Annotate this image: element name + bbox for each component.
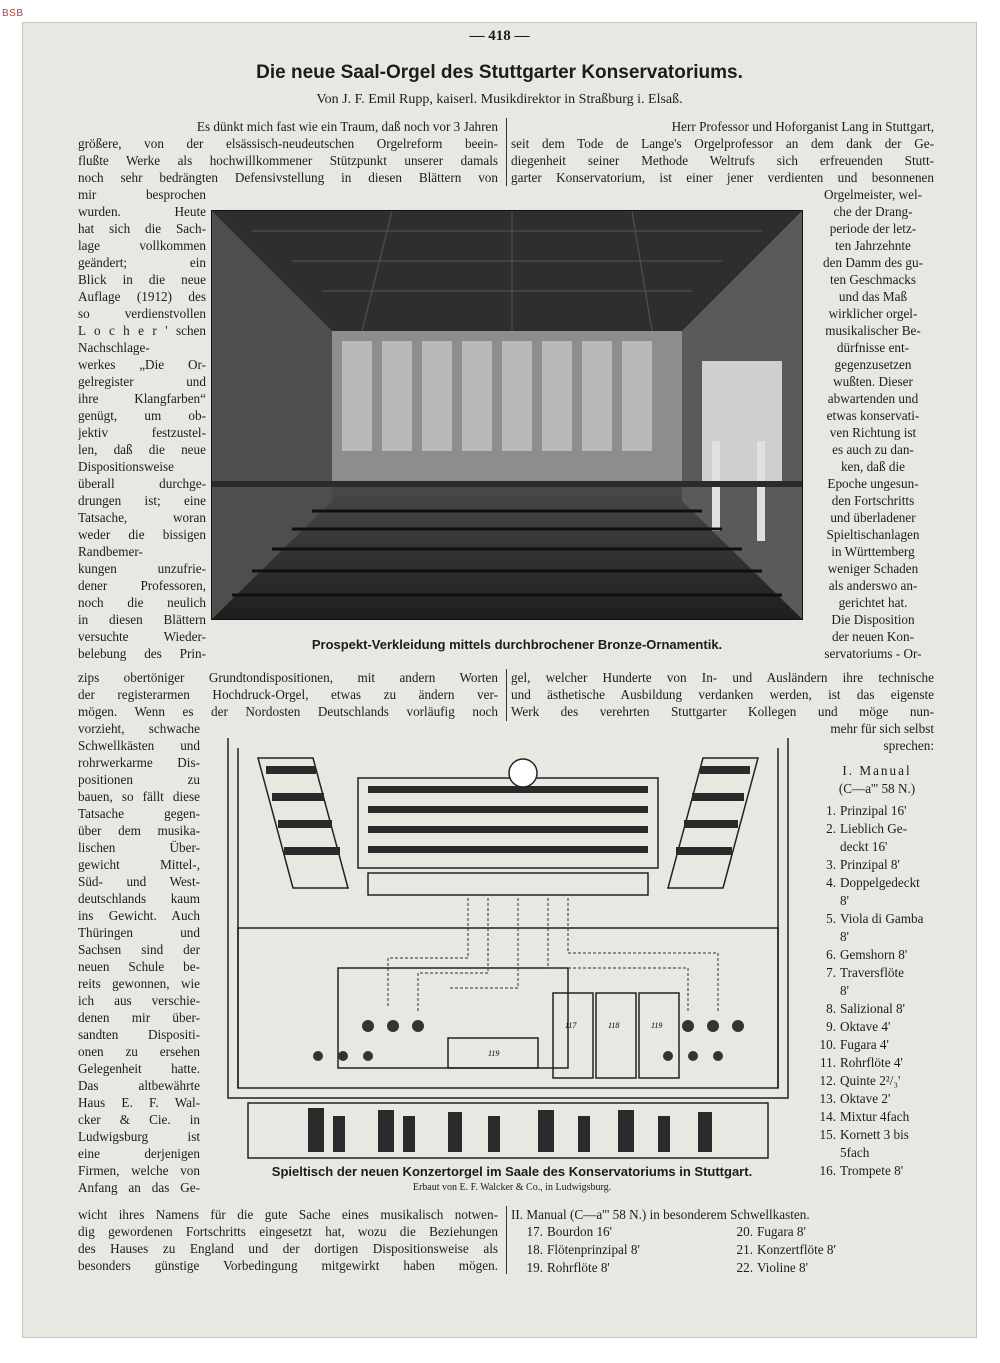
- stop-name: Rohrflöte 8': [547, 1260, 610, 1275]
- stop-item: [812, 1144, 942, 1162]
- stop-number: 2.: [826, 821, 836, 836]
- text-line: den Damm des gu-: [823, 255, 923, 270]
- right-lower-text: [812, 720, 934, 754]
- stop-name: Prinzipal 16': [840, 803, 907, 818]
- text-line: deutschlands kaum: [78, 891, 200, 906]
- text-line: ihre Klangfarben“: [78, 391, 206, 406]
- text-line: geändert; ein: [78, 255, 206, 270]
- stop-number: [812, 1144, 836, 1162]
- stop-item: [812, 928, 942, 946]
- pedal-label-2: 118: [608, 1021, 620, 1030]
- text-line: Blick in die neue: [78, 272, 206, 287]
- stop-number: 5.: [826, 911, 836, 926]
- text-line: Orgelmeister, wel-: [823, 187, 923, 202]
- text-line: denen mir über-: [78, 1010, 200, 1025]
- stop-name: deckt 16': [840, 839, 888, 854]
- text-line: genügt, um ob-: [78, 408, 206, 423]
- stop-item: [812, 1000, 942, 1018]
- text-line: über dem musika-: [78, 823, 200, 838]
- stop-name: Oktave 2': [840, 1091, 891, 1106]
- text-line: etwas konservati-: [826, 408, 920, 423]
- drawing-credit: Erbaut von E. F. Walcker & Co., in Ludwigsburg.: [412, 1182, 612, 1193]
- stop-item: [812, 874, 942, 892]
- swell-label: 119: [488, 1049, 500, 1058]
- text-line: ich aus verschie-: [78, 993, 200, 1008]
- stop-number: 22.: [736, 1260, 753, 1275]
- text-line: so verdienstvollen: [78, 306, 206, 321]
- text-line: Werk des verehrten Stuttgarter Kollegen und möge nun-: [511, 704, 934, 719]
- stop-number: 12.: [819, 1073, 836, 1088]
- stop-name: Lieblich Ge-: [840, 821, 908, 836]
- text-line: wirklicher orgel-: [828, 306, 918, 321]
- text-line: seit dem Tode de Lange's Orgelprofessor an dem dank der Ge-: [511, 136, 934, 151]
- stop-name: Traversflöte: [840, 965, 904, 980]
- stop-number: 19.: [526, 1260, 543, 1275]
- stop-item: [812, 892, 942, 910]
- right-narrow-column: [812, 186, 934, 662]
- concert-hall-photo: [211, 210, 803, 620]
- text-line: wicht ihres Namens für die gute Sache eines musikalisch notwen-: [78, 1207, 498, 1222]
- text-line: weniger Schaden: [827, 561, 919, 576]
- text-line: dig gewordenen Fortschritts eingesetzt hat, wozu die Beziehungen: [78, 1224, 498, 1239]
- text-line: neuen Schule be-: [78, 959, 200, 974]
- article-title: Die neue Saal-Orgel des Stuttgarter Konservatoriums.: [256, 62, 743, 83]
- stop-number: 6.: [826, 947, 836, 962]
- stop-item: [812, 1072, 942, 1090]
- stop-name: Quinte 2²/₃': [840, 1073, 901, 1088]
- text-line: ken, daß die: [840, 459, 906, 474]
- stop-name: Trompete 8': [840, 1163, 904, 1178]
- stop-number: 1.: [826, 803, 836, 818]
- stop-item: [812, 1054, 942, 1072]
- text-line: dener Professoren,: [78, 578, 206, 593]
- text-line: drungen ist; eine: [78, 493, 206, 508]
- page-number: — 418 —: [469, 28, 530, 44]
- stop-name: Prinzipal 8': [840, 857, 900, 872]
- stop-item: [729, 1223, 929, 1241]
- text-line: diegenheit seiner Methode Weltrufs sich erfreuenden Stutt-: [511, 153, 934, 168]
- manual-2-heading: II. Manual (C—a''' 58 N.) in besonderem Schwellkasten.: [511, 1207, 810, 1222]
- pedal-label-1: 117: [565, 1021, 577, 1030]
- console-illustration: [218, 738, 798, 1160]
- text-line: lage vollkommen: [78, 238, 206, 253]
- manual-1-title: I. Manual: [842, 763, 912, 778]
- text-line: zips obertöniger Grundtondispositionen, mit andern Worten: [78, 670, 498, 685]
- left-mid-text: [78, 669, 498, 720]
- stop-number: 20.: [736, 1224, 753, 1239]
- text-line: mir besprochen: [78, 187, 206, 202]
- stop-item: [812, 1108, 942, 1126]
- text-line: Tatsache, woran: [78, 510, 206, 525]
- stop-name: 8': [840, 929, 849, 944]
- text-line: positionen zu: [78, 772, 200, 787]
- text-line: Nachschlage-: [78, 340, 150, 355]
- text-line: musikalischer Be-: [825, 323, 921, 338]
- text-line: rohrwerkarme Dis-: [78, 755, 200, 770]
- text-line: Spieltischanlagen: [826, 527, 920, 542]
- text-line: ven Richtung ist: [829, 425, 917, 440]
- manual-1-stoplist: [812, 762, 942, 1180]
- stop-item: [729, 1241, 929, 1259]
- stop-number: 10.: [819, 1037, 836, 1052]
- stop-name: Fugara 8': [757, 1224, 806, 1239]
- stop-item: [519, 1259, 729, 1277]
- stop-number: 7.: [826, 965, 836, 980]
- stop-item: [812, 802, 942, 820]
- text-line: periode der letz-: [829, 221, 917, 236]
- text-line: gerichtet hat.: [838, 595, 908, 610]
- text-line: che der Drang-: [833, 204, 913, 219]
- stop-item: [812, 964, 942, 982]
- left-narrow-column: [78, 186, 206, 662]
- text-line: Haus E. F. Wal-: [78, 1095, 200, 1110]
- hall-illustration: [212, 211, 802, 619]
- text-line: und ästhetische Ausbildung verdanken werden, ist das eigenste: [511, 687, 934, 702]
- stop-number: 8.: [826, 1001, 836, 1016]
- text-line: Dispositionsweise: [78, 459, 174, 474]
- text-line: belebung des Prin-: [78, 646, 206, 661]
- text-line: wußten. Dieser: [833, 374, 913, 389]
- manual-1-range: (C—a''' 58 N.): [838, 781, 916, 796]
- text-line: der neuen Kon-: [831, 629, 915, 644]
- manual-2-col-1: [519, 1223, 729, 1277]
- library-mark: BSB: [2, 8, 24, 19]
- stop-item: [812, 946, 942, 964]
- text-line: wurden. Heute: [78, 204, 206, 219]
- stop-item: [812, 1018, 942, 1036]
- text-line: überall durchge-: [78, 476, 206, 491]
- text-line: ins Gewicht. Auch: [78, 908, 200, 923]
- stop-item: [812, 1162, 942, 1180]
- column-rule: [506, 669, 507, 721]
- left-intro: [78, 118, 498, 186]
- text-line: besonders günstige Vorbedingung mitgewirkt haben mögen.: [78, 1258, 498, 1273]
- stop-number: 13.: [819, 1091, 836, 1106]
- right-intro: [511, 118, 934, 186]
- stop-name: Kornett 3 bis: [840, 1127, 909, 1142]
- article-byline: Von J. F. Emil Rupp, kaiserl. Musikdirektor in Straßburg i. Elsaß.: [316, 92, 683, 107]
- text-line: Schwellkästen und: [78, 738, 200, 753]
- text-line: noch sehr bedrängten Defensivstellung in diesen Blättern von: [78, 170, 498, 185]
- text-line: Randbemer-: [78, 544, 143, 559]
- stop-name: Flötenprinzipal 8': [547, 1242, 640, 1257]
- text-line: gewicht Mittel-,: [78, 857, 200, 872]
- organ-console-drawing: [218, 738, 798, 1160]
- pedal-label-3: 119: [651, 1021, 663, 1030]
- stop-name: Salizional 8': [840, 1001, 906, 1016]
- drawing-caption: Spieltisch der neuen Konzertorgel im Saale des Konservatoriums in Stuttgart.: [271, 1164, 753, 1179]
- stop-number: 3.: [826, 857, 836, 872]
- text-line: jektiv festzustel-: [78, 425, 206, 440]
- right-mid-text: [511, 669, 934, 720]
- text-line: Süd- und West-: [78, 874, 200, 889]
- stop-name: Violine 8': [757, 1260, 809, 1275]
- text-line: Ludwigsburg ist: [78, 1129, 200, 1144]
- text-line: eine derjenigen: [78, 1146, 200, 1161]
- column-rule: [506, 1206, 507, 1274]
- text-line: lischen Über-: [78, 840, 200, 855]
- stop-item: [812, 1090, 942, 1108]
- stop-item: [812, 838, 942, 856]
- text-line: Die Disposition: [831, 612, 915, 627]
- text-line: Es dünkt mich fast wie ein Traum, daß noch vor 3 Jahren: [196, 119, 498, 134]
- text-line: onen zu ersehen: [78, 1044, 200, 1059]
- stop-name: Fugara 4': [840, 1037, 889, 1052]
- stop-number: 21.: [736, 1242, 753, 1257]
- text-line: Herr Professor und Hoforganist Lang in Stuttgart,: [671, 119, 934, 134]
- text-line: als anderswo an-: [828, 578, 918, 593]
- stop-name: Viola di Gamba: [840, 911, 924, 926]
- text-line: ten Geschmacks: [829, 272, 917, 287]
- text-line: servatoriums - Or-: [824, 646, 922, 661]
- text-line: bauen, so fällt diese: [78, 789, 200, 804]
- text-line: sandten Dispositi-: [78, 1027, 200, 1042]
- text-line: Thüringen und: [78, 925, 200, 940]
- text-line: len, daß die neue: [78, 442, 206, 457]
- text-line: es auch zu dan-: [832, 442, 914, 457]
- text-line: gegenzusetzen: [834, 357, 912, 372]
- manual-1-stops: [812, 802, 942, 1180]
- text-line: Gelegenheit hatte.: [78, 1061, 200, 1076]
- stop-name: 5fach: [840, 1145, 870, 1160]
- text-line: reits gewonnen, wie: [78, 976, 200, 991]
- text-line: L o c h e r ' schen: [78, 323, 206, 338]
- text-line: mehr für sich selbst: [830, 721, 934, 736]
- text-line: abwartenden und: [827, 391, 919, 406]
- stop-name: Bourdon 16': [547, 1224, 613, 1239]
- stop-item: [519, 1241, 729, 1259]
- text-line: kungen unzufrie-: [78, 561, 206, 576]
- stop-item: [519, 1223, 729, 1241]
- stop-item: [812, 856, 942, 874]
- text-line: den Fortschritts: [831, 493, 915, 508]
- stop-name: Gemshorn 8': [840, 947, 908, 962]
- text-line: in Württemberg: [831, 544, 915, 559]
- stop-name: 8': [840, 893, 849, 908]
- stop-number: [812, 982, 836, 1000]
- text-line: dürfnisse ent-: [836, 340, 910, 355]
- stop-item: [812, 1126, 942, 1144]
- text-line: werkes „Die Or-: [78, 357, 206, 372]
- stop-number: 11.: [820, 1055, 836, 1070]
- photo-caption: Prospekt-Verkleidung mittels durchbrochener Bronze-Ornamentik.: [311, 637, 723, 652]
- text-line: Tatsache gegen-: [78, 806, 200, 821]
- stop-item: [812, 820, 942, 838]
- text-line: hat sich die Sach-: [78, 221, 206, 236]
- text-line: vorzieht, schwache: [78, 721, 200, 736]
- text-line: und überladener: [830, 510, 916, 525]
- stop-name: Doppelgedeckt: [840, 875, 920, 890]
- left-bottom-text: [78, 1206, 498, 1274]
- text-line: Epoche ungesun-: [827, 476, 919, 491]
- text-line: größere, von der elsässisch-neudeutschen Orgelreform beein-: [78, 136, 498, 151]
- stop-number: 4.: [826, 875, 836, 890]
- stop-name: Oktave 4': [840, 1019, 891, 1034]
- manual-2-col-2: [729, 1223, 929, 1277]
- scanned-page: [22, 22, 977, 1338]
- text-line: flußte Werke als hochwillkommener Stützpunkt unserer damals: [78, 153, 498, 168]
- stop-number: 9.: [826, 1019, 836, 1034]
- left-lower-column: [78, 720, 200, 1196]
- stop-number: [812, 892, 836, 910]
- manual-2-stoplist: [511, 1206, 934, 1277]
- text-line: Firmen, welche von: [78, 1163, 200, 1178]
- text-line: und das Maß: [838, 289, 908, 304]
- stop-name: Rohrflöte 4': [840, 1055, 903, 1070]
- stop-number: 15.: [819, 1127, 836, 1142]
- stop-number: 17.: [526, 1224, 543, 1239]
- stop-number: 14.: [819, 1109, 836, 1124]
- text-line: der registerarmen Hochdruck-Orgel, etwas zu ändern ver-: [78, 687, 498, 702]
- stop-name: Mixtur 4fach: [840, 1109, 910, 1124]
- stop-name: Konzertflöte 8': [757, 1242, 836, 1257]
- text-line: sprechen:: [883, 738, 934, 753]
- text-line: ten Jahrzehnte: [835, 238, 911, 253]
- text-line: garter Konservatorium, ist einer jener verdienten und besonnenen: [511, 170, 934, 185]
- text-line: in diesen Blättern: [78, 612, 206, 627]
- text-line: mögen. Wenn es der Nordosten Deutschlands vorläufig noch: [78, 704, 498, 719]
- text-line: gelregister und: [78, 374, 206, 389]
- text-line: cker & Cie. in: [78, 1112, 200, 1127]
- text-line: gel, welcher Hunderte von In- und Ausländern ihre technische: [511, 670, 934, 685]
- text-line: des Hauses zu England und der dortigen Dispositionsweise als: [78, 1241, 498, 1256]
- text-line: Auflage (1912) des: [78, 289, 206, 304]
- stop-item: [812, 1036, 942, 1054]
- text-line: versuchte Wieder-: [78, 629, 206, 644]
- stop-number: 16.: [819, 1163, 836, 1178]
- text-line: noch die neulich: [78, 595, 206, 610]
- stop-item: [729, 1259, 929, 1277]
- stop-item: [812, 910, 942, 928]
- stop-item: [812, 982, 942, 1000]
- text-line: weder die bissigen: [78, 527, 206, 542]
- text-line: Sachsen sind der: [78, 942, 200, 957]
- stop-name: 8': [840, 983, 849, 998]
- text-line: Anfang an das Ge-: [78, 1180, 200, 1195]
- stop-number: [812, 838, 836, 856]
- column-rule: [506, 118, 507, 186]
- stop-number: 18.: [526, 1242, 543, 1257]
- stop-number: [812, 928, 836, 946]
- text-line: Das altbewährte: [78, 1078, 200, 1093]
